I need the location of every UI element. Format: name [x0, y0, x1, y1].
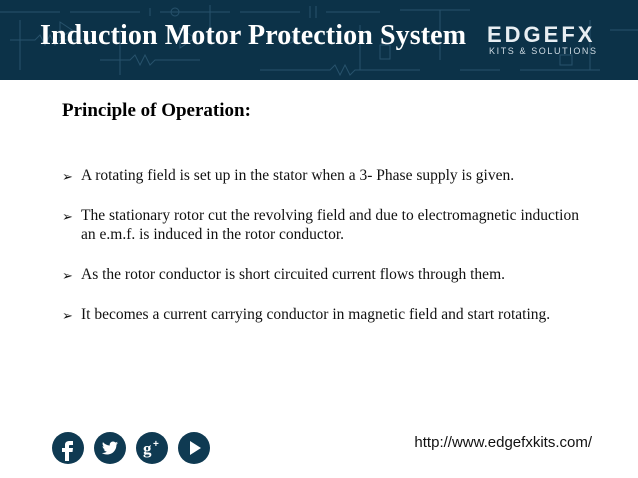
website-url[interactable]: http://www.edgefxkits.com/ — [414, 434, 592, 451]
youtube-play-icon[interactable] — [178, 432, 210, 464]
bullet-item — [62, 265, 592, 284]
facebook-icon[interactable] — [52, 432, 84, 464]
bullet-list — [62, 166, 592, 345]
bullet-item — [62, 206, 592, 244]
logo-wordmark: EDGEFX — [487, 22, 596, 47]
bullet-text: As the rotor conductor is short circuited current flows through them. — [81, 266, 505, 283]
bullet-text: It becomes a current carrying conductor in magnetic field and start rotating. — [81, 306, 551, 323]
arrow-bullet-icon: ➢ — [62, 308, 73, 323]
bullet-item — [62, 166, 592, 185]
bullet-text: The stationary rotor cut the revolving field and due to electromagnetic induction an e.m.f. is induced in the rotor conductor. — [81, 207, 579, 243]
page-title: Induction Motor Protection System — [40, 20, 467, 51]
edgefx-logo — [487, 22, 612, 58]
twitter-icon[interactable] — [94, 432, 126, 464]
svg-text:+: + — [153, 439, 159, 450]
svg-text:g: g — [143, 439, 152, 458]
section-heading: Principle of Operation: — [62, 100, 251, 121]
header-banner — [0, 0, 638, 80]
arrow-bullet-icon: ➢ — [62, 209, 73, 224]
bullet-text: A rotating field is set up in the stator when a 3- Phase supply is given. — [81, 167, 515, 184]
logo-tagline: KITS & SOLUTIONS — [489, 46, 598, 56]
arrow-bullet-icon: ➢ — [62, 169, 73, 184]
google-plus-icon[interactable] — [136, 432, 168, 464]
arrow-bullet-icon: ➢ — [62, 268, 73, 283]
bullet-item — [62, 305, 592, 324]
